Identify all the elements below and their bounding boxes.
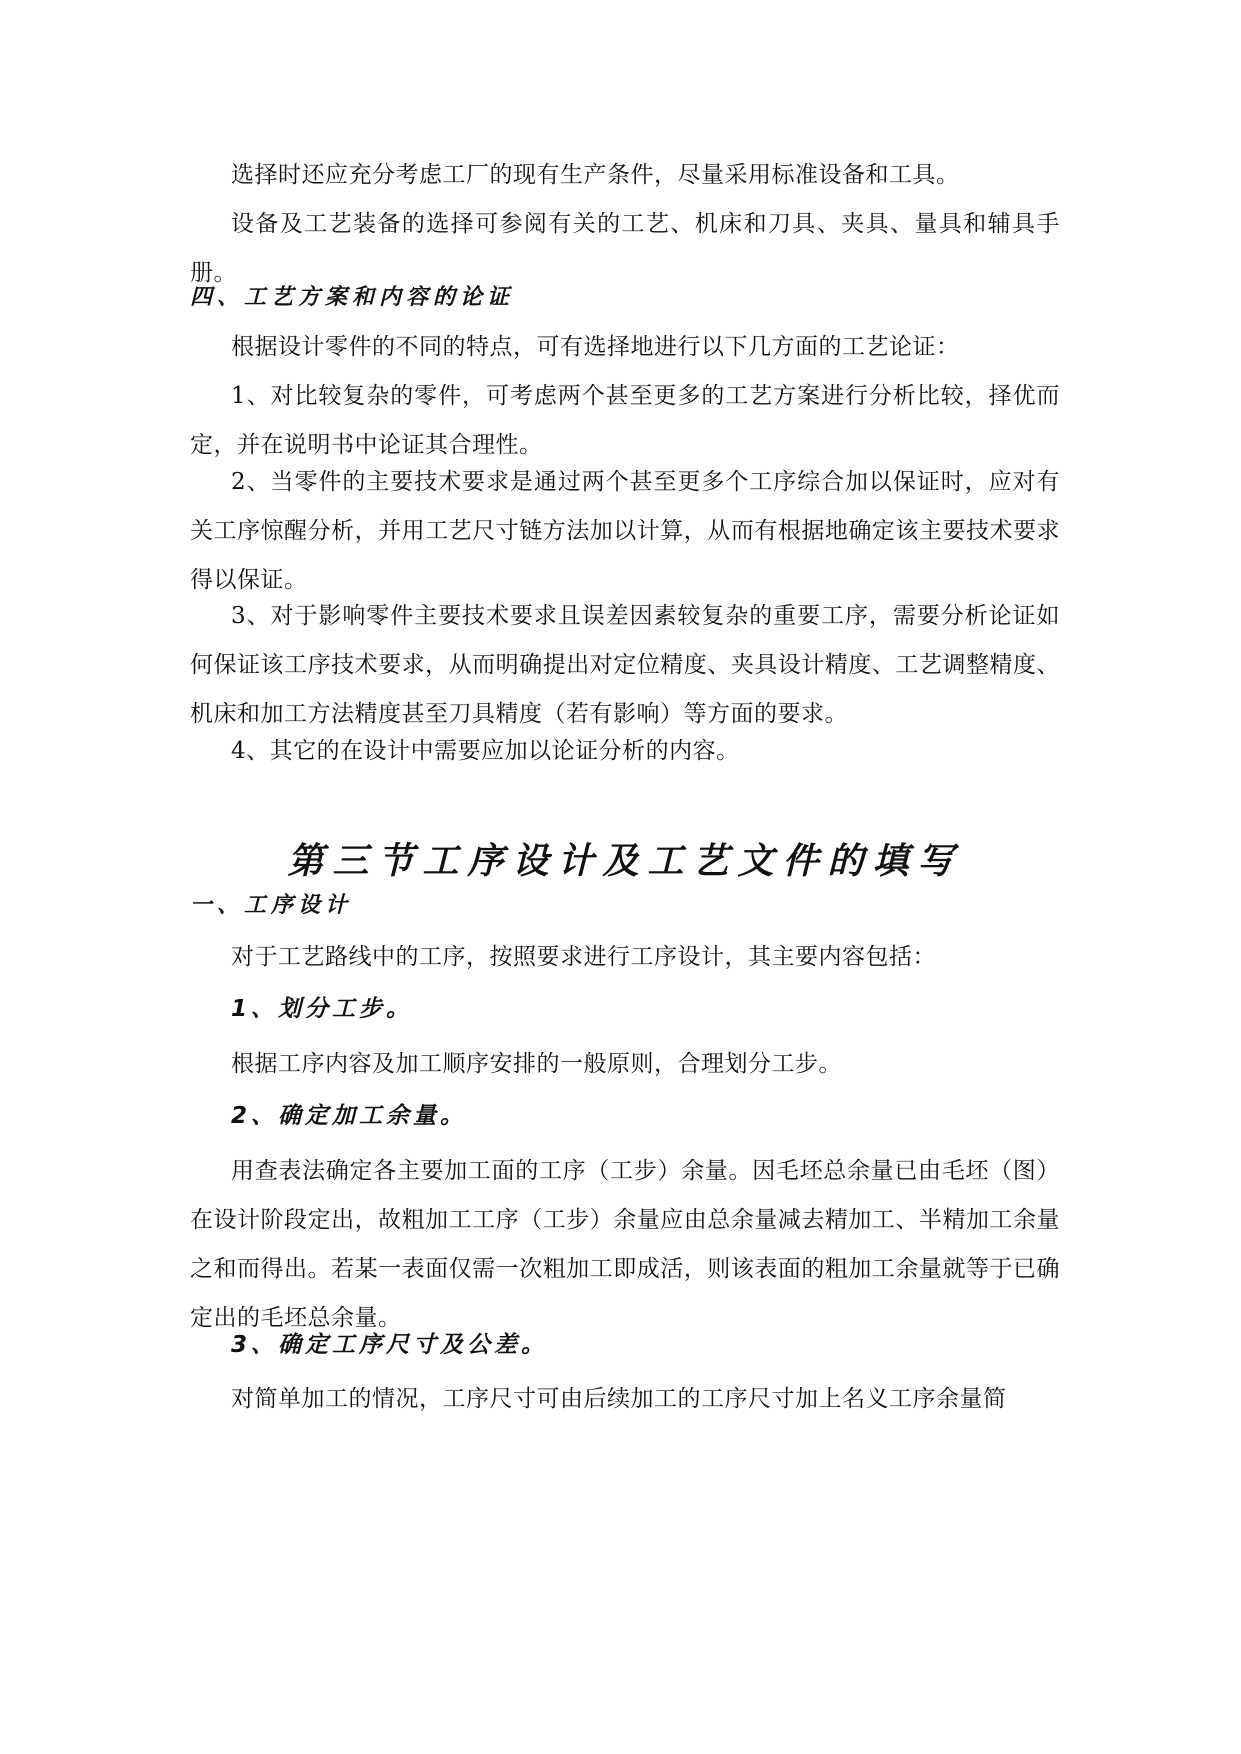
paragraph-process-dimensions: 对简单加工的情况，工序尺寸可由后续加工的工序尺寸加上名义工序余量简 [231, 1386, 1007, 1412]
paragraph-process-design-intro: 对于工艺路线中的工序，按照要求进行工序设计，其主要内容包括： [231, 944, 936, 970]
section-title: 第三节工序设计及工艺文件的填写 [287, 841, 963, 882]
subheading-machining-allowance: 2、确定加工余量。 [231, 1103, 468, 1129]
paragraph-item-4: 4、其它的在设计中需要应加以论证分析的内容。 [231, 738, 740, 764]
paragraph-machining-allowance: 用查表法确定各主要加工面的工序（工步）余量。因毛坯总余量已由毛坯（图）在设计阶段定出，故粗加工工序（工步）余量应由总余量减去精加工、半精加工余量之和而得出。若某一表面仅需一次粗加工即成活，则该表面的粗加工余量就等于已确定出的毛坯总余量。 [190, 1158, 1060, 1331]
heading-process-plan-argument: 四、工艺方案和内容的论证 [190, 285, 515, 310]
paragraph-argument-intro: 根据设计零件的不同的特点，可有选择地进行以下几方面的工艺论证： [231, 334, 960, 360]
paragraph-equipment-selection: 设备及工艺装备的选择可参阅有关的工艺、机床和刀具、夹具、量具和辅具手册。 [190, 211, 1060, 286]
paragraph-divide-steps: 根据工序内容及加工顺序安排的一般原则，合理划分工步。 [231, 1051, 842, 1077]
heading-process-design: 一、工序设计 [190, 893, 353, 918]
paragraph-item-2: 2、当零件的主要技术要求是通过两个甚至更多个工序综合加以保证时，应对有关工序惊醒分析，并用工艺尺寸链方法加以计算，从而有根据地确定该主要技术要求得以保证。 [190, 469, 1060, 593]
subheading-divide-steps: 1、划分工步。 [231, 996, 414, 1022]
paragraph-item-3: 3、对于影响零件主要技术要求且误差因素较复杂的重要工序，需要分析论证如何保证该工序技术要求，从而明确提出对定位精度、夹具设计精度、工艺调整精度、机床和加工方法精度甚至刀具精度（若有影响）等方面的要求。 [190, 603, 1060, 727]
subheading-process-dimensions: 3、确定工序尺寸及公差。 [231, 1332, 549, 1358]
paragraph-existing-conditions: 选择时还应充分考虑工厂的现有生产条件，尽量采用标准设备和工具。 [231, 162, 960, 188]
paragraph-item-1: 1、对比较复杂的零件，可考虑两个甚至更多的工艺方案进行分析比较，择优而定，并在说明书中论证其合理性。 [190, 383, 1060, 458]
